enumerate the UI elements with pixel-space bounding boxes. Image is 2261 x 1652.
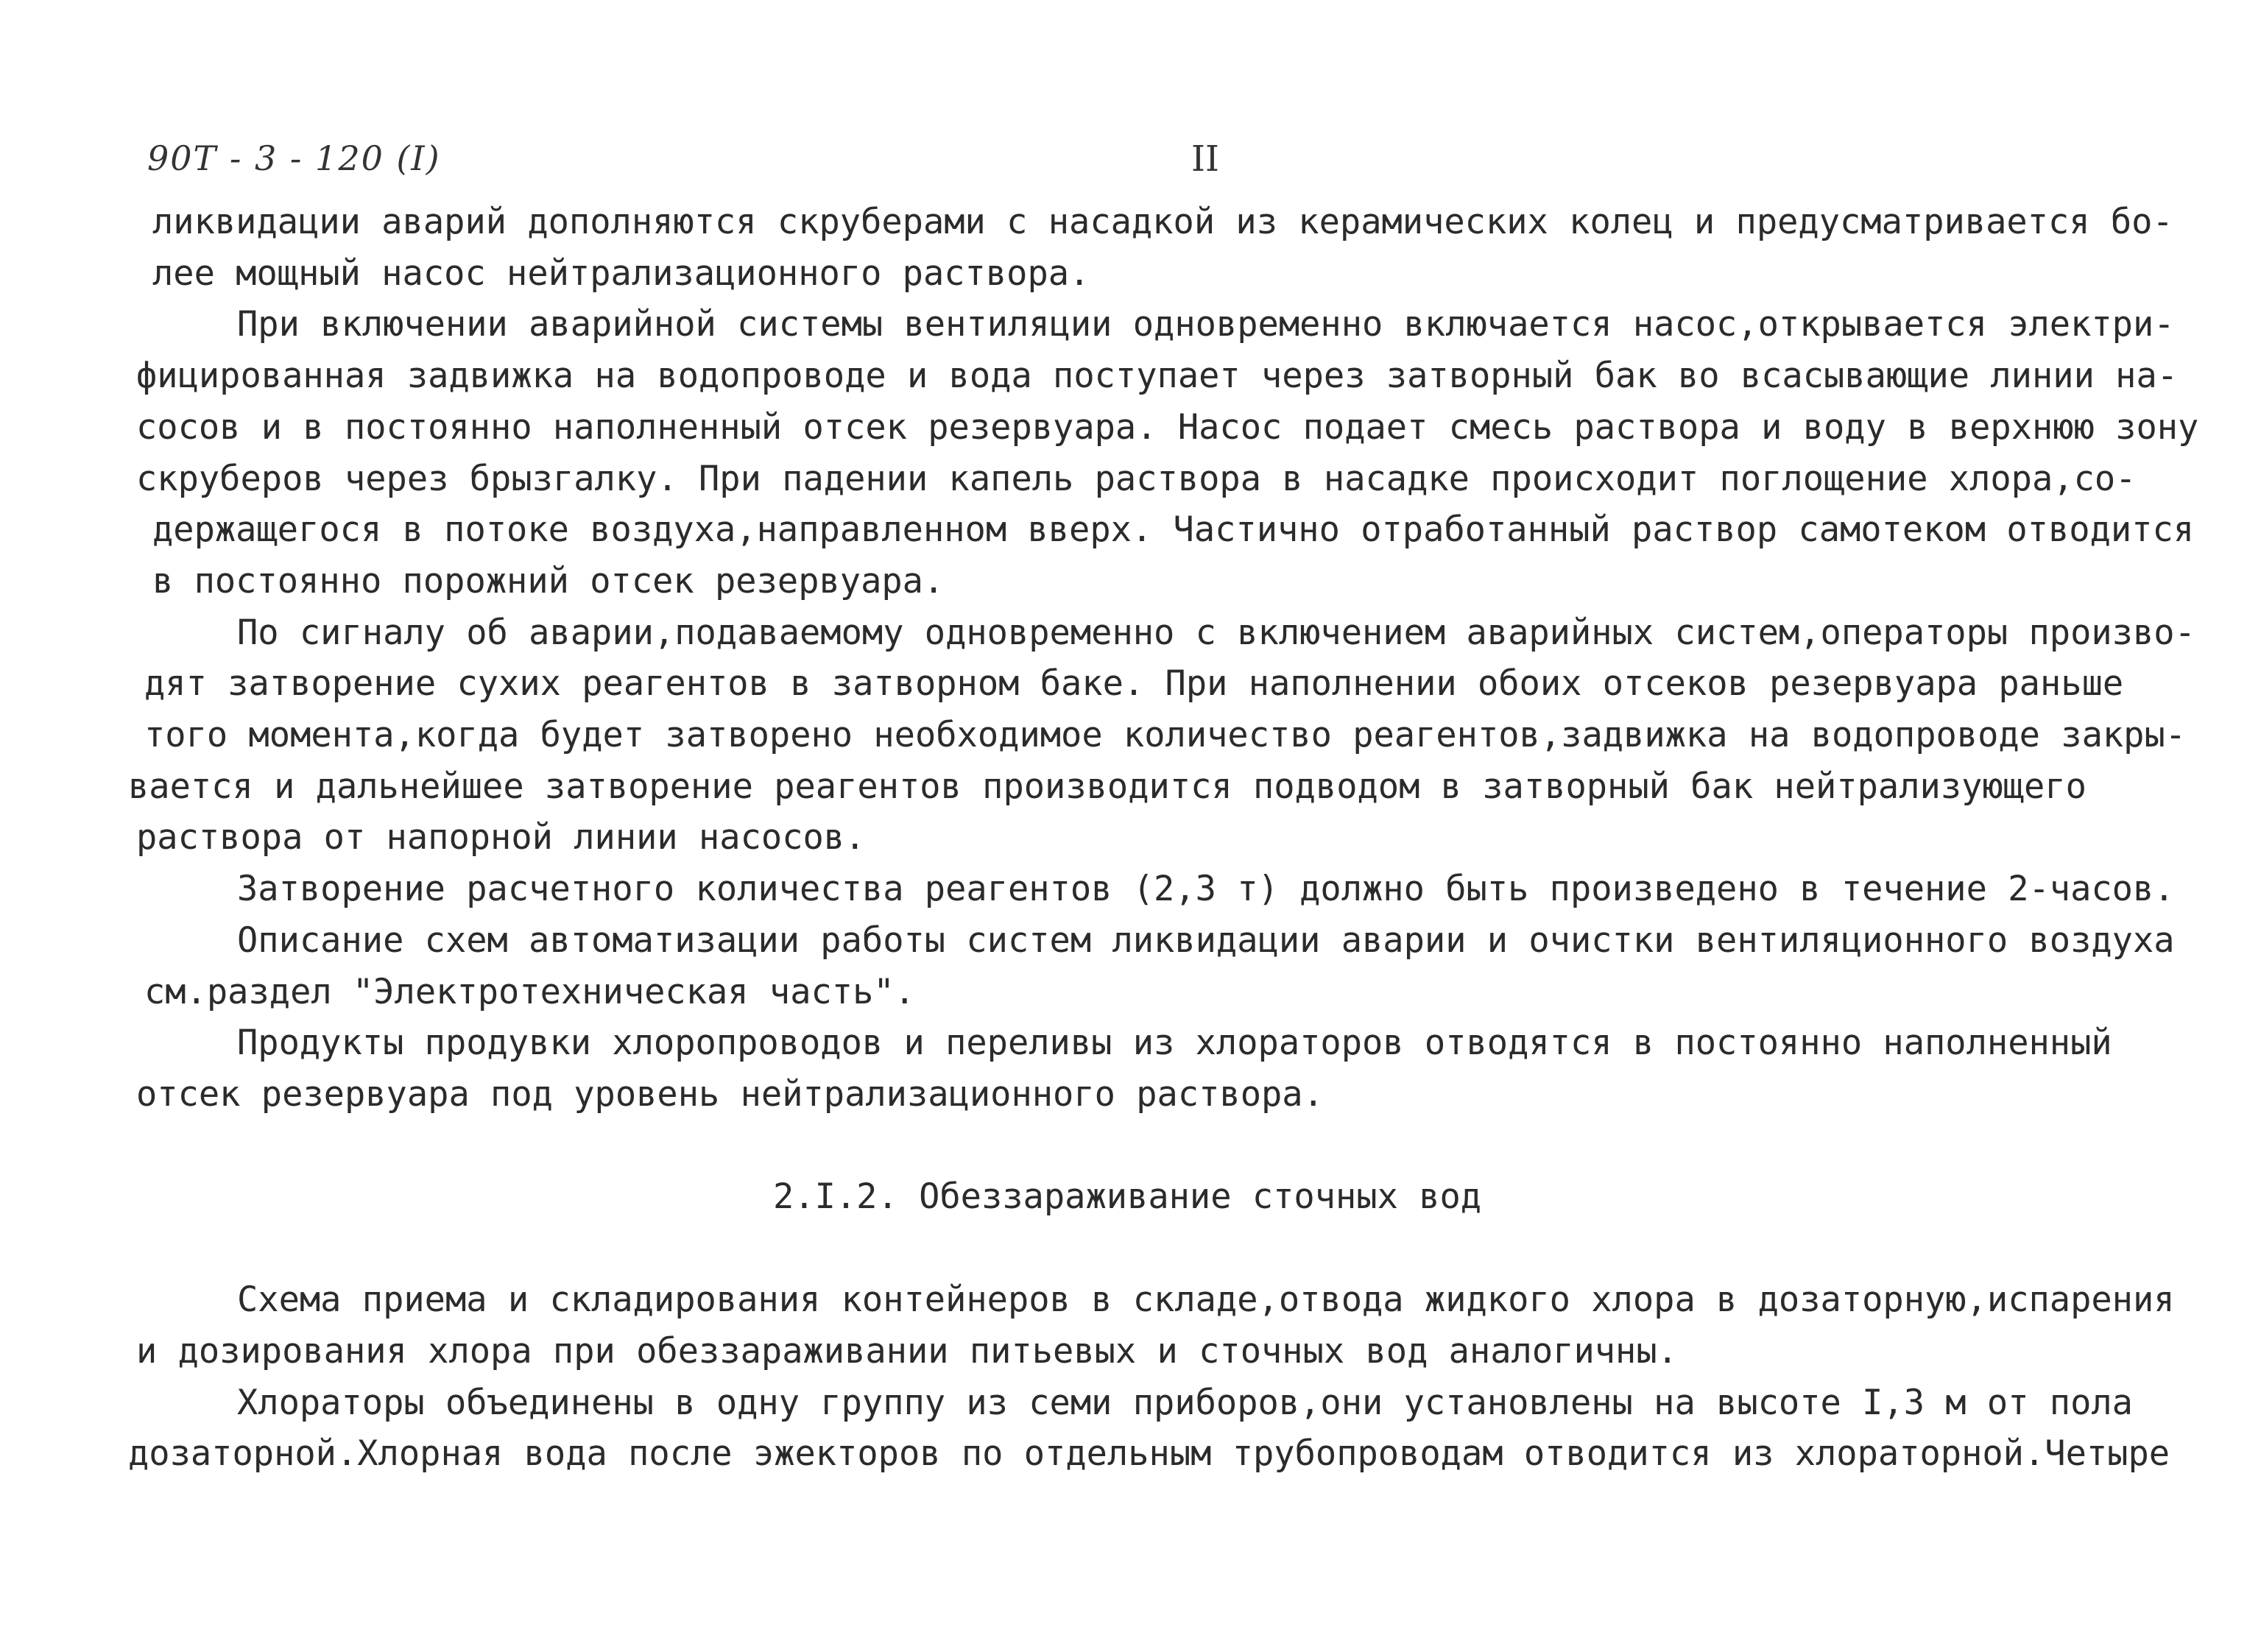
text-line: лее мощный насос нейтрализационного раствора. [152,253,1090,294]
text-line: в постоянно порожний отсек резервуара. [152,561,945,601]
section-heading: 2.I.2. Обеззараживание сточных вод [773,1176,1482,1217]
text-line: По сигналу об аварии,подаваемому одновременно с включением аварийных систем,операторы произво- [237,613,2195,653]
text-line: При включении аварийной системы вентиляции одновременно включается насос,открывается электри- [237,304,2175,345]
text-line: Затворение расчетного количества реагентов (2,3 т) должно быть произведено в течение 2-часов. [237,869,2175,909]
text-line: дозаторной.Хлорная вода после эжекторов по отдельным трубопроводам отводится из хлораторной.Четыре [128,1433,2170,1474]
text-line: фицированная задвижка на водопроводе и вода поступает через затворный бак во всасывающие линии на- [136,356,2179,396]
text-line: раствора от напорной линии насосов. [136,817,866,858]
text-line: Хлораторы объединены в одну группу из семи приборов,они установлены на высоте I,3 м от пола [237,1383,2133,1423]
text-line: Схема приема и складирования контейнеров в складе,отвода жидкого хлора в дозаторную,испарения [237,1279,2175,1320]
text-line: ликвидации аварий дополняются скруберами с насадкой из керамических колец и предусматривается бо- [152,202,2173,242]
text-line: отсек резервуара под уровень нейтрализационного раствора. [136,1074,1324,1115]
text-line: Продукты продувки хлоропроводов и переливы из хлораторов отводятся в постоянно наполненный [237,1023,2112,1063]
text-line: вается и дальнейшее затворение реагентов производится подводом в затворный бак нейтрализующего [128,766,2087,807]
text-line: скруберов через брызгалку. При падении капель раствора в насадке происходит поглощение хлора,со- [136,459,2137,499]
text-line: дят затворение сухих реагентов в затворном баке. При наполнении обоих отсеков резервуара раньше [144,663,2124,704]
text-line: сосов и в постоянно наполненный отсек резервуара. Насос подает смесь раствора и воду в верхнюю зону [136,407,2199,448]
document-code: 90Т - 3 - 120 (I) [147,138,441,178]
page-number: II [1191,138,1219,180]
text-line: и дозирования хлора при обеззараживании питьевых и сточных вод аналогичны. [136,1331,1678,1372]
text-line: Описание схем автоматизации работы систем ликвидации аварии и очистки вентиляционного воздуха [237,920,2175,961]
text-line: того момента,когда будет затворено необходимое количество реагентов,задвижка на водопроводе закры- [144,715,2187,755]
text-line: держащегося в потоке воздуха,направленном вверх. Частично отработанный раствор самотеком отводится [152,509,2195,550]
text-line: см.раздел "Электротехническая часть". [144,972,915,1012]
